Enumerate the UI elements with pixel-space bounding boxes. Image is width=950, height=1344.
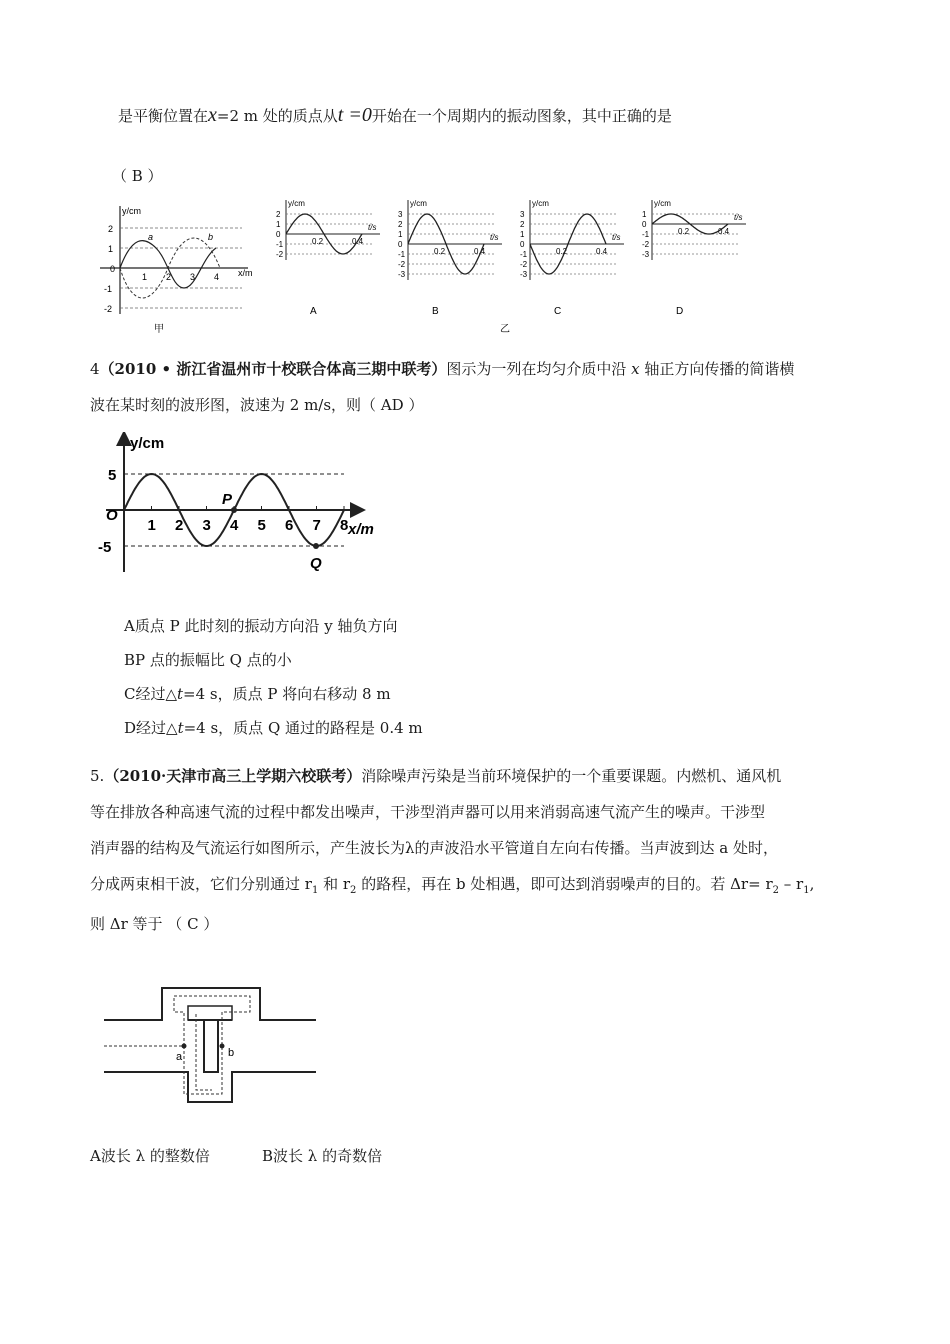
svg-text:Q: Q	[310, 555, 322, 572]
panel-y-tick: -1	[276, 240, 284, 249]
q4-x-tick: 5	[257, 517, 266, 534]
panel-t-tick: 0.4	[718, 227, 730, 236]
q4-x-tick: 7	[312, 517, 321, 534]
q4-x-tick: 2	[175, 517, 184, 534]
svg-text:甲: 甲	[154, 324, 164, 335]
q4-option-a: A质点 P 此时刻的振动方向沿 y 轴负方向	[124, 617, 398, 635]
q4-option-c: C经过△t=4 s，质点 P 将向右移动 8 m	[124, 685, 391, 703]
q5-line4: 分成两束相干波，它们分别通过 $r_1$ 和 $r_2$ 的路程，再在 b 处相遇，即可达到消弱噪声的目的。若 $\Delta r= r_2 - r_1$,	[90, 875, 815, 896]
q5-line5: 则 Δr 等于 （ C ）	[90, 915, 219, 933]
panel-caption-yi: 乙	[500, 324, 510, 335]
panel-t-tick: 0.4	[352, 237, 364, 246]
svg-text:1: 1	[142, 272, 148, 282]
panel-axis-y-label: y/cm	[532, 199, 549, 208]
svg-text:b: b	[208, 232, 214, 242]
q5-line1: 5.（2010·天津市高三上学期六校联考）消除噪声污染是当前环境保护的一个重要课题。内燃机、通风机	[90, 767, 782, 785]
svg-text:y/cm: y/cm	[130, 435, 165, 452]
panel-y-tick: -3	[398, 270, 406, 279]
panel-label: A	[310, 306, 317, 317]
panel-y-tick: 1	[642, 210, 647, 219]
panel-axis-t-label: t/s	[490, 233, 499, 242]
panel-label: C	[554, 306, 562, 317]
q3-answer: （ B ）	[112, 167, 163, 185]
svg-text:0: 0	[110, 264, 116, 274]
q3-stem: 是平衡位置在x=2 m 处的质点从t =0开始在一个周期内的振动图象，其中正确的是	[118, 104, 672, 126]
panel-t-tick: 0.2	[678, 227, 690, 236]
panel-y-tick: 2	[276, 210, 281, 219]
q4-x-tick: 3	[202, 517, 211, 534]
panel-y-tick: 0	[520, 240, 525, 249]
panel-axis-y-label: y/cm	[654, 199, 671, 208]
panel-t-tick: 0.2	[556, 247, 568, 256]
panel-axis-t-label: t/s	[612, 233, 621, 242]
svg-text:y/cm: y/cm	[122, 206, 141, 216]
panel-t-tick: 0.2	[312, 237, 324, 246]
svg-text:2: 2	[166, 272, 172, 282]
q4-x-tick: 4	[230, 517, 239, 534]
panel-y-tick: -1	[520, 250, 528, 259]
panel-y-tick: 0	[398, 240, 403, 249]
q4-option-b: BP 点的振幅比 Q 点的小	[124, 651, 292, 669]
panel-y-tick: 3	[398, 210, 403, 219]
svg-text:-1: -1	[104, 284, 113, 294]
svg-text:2: 2	[108, 224, 114, 234]
panel-y-tick: -2	[398, 260, 406, 269]
panel-y-tick: 0	[276, 230, 281, 239]
svg-text:a: a	[176, 1051, 183, 1063]
panel-y-tick: 2	[520, 220, 525, 229]
svg-text:4: 4	[214, 272, 220, 282]
q5-line3: 消声器的结构及气流运行如图所示，产生波长为λ的声波沿水平管道自左向右传播。当声波到达 a 处时，	[90, 839, 778, 857]
panel-y-tick: -2	[642, 240, 650, 249]
panel-t-tick: 0.2	[434, 247, 446, 256]
panel-y-tick: 2	[398, 220, 403, 229]
q5-line2: 等在排放各种高速气流的过程中都发出噪声，干涉型消声器可以用来消弱高速气流产生的噪声。干涉型	[90, 803, 766, 821]
var-t0: t =0	[337, 104, 372, 126]
q4-line1: 4（2010 • 浙江省温州市十校联合体高三期中联考）图示为一列在均匀介质中沿 x 轴正方向传播的简谐横	[90, 360, 795, 378]
panel-label: D	[676, 306, 684, 317]
svg-text:x/m: x/m	[238, 268, 253, 278]
svg-text:5: 5	[108, 467, 117, 484]
q4-x-tick: 8	[340, 517, 349, 534]
panel-y-tick: -3	[520, 270, 528, 279]
panel-y-tick: 1	[398, 230, 403, 239]
panel-label: B	[432, 306, 439, 317]
svg-text:x/m: x/m	[348, 521, 374, 538]
panel-t-tick: 0.4	[596, 247, 608, 256]
panel-y-tick: -1	[642, 230, 650, 239]
panel-t-tick: 0.4	[474, 247, 486, 256]
svg-text:O: O	[106, 507, 118, 524]
svg-text:1: 1	[108, 244, 114, 254]
q4-x-tick: 6	[285, 517, 294, 534]
panel-y-tick: 0	[642, 220, 647, 229]
svg-text:-5: -5	[98, 539, 112, 556]
panel-y-tick: -2	[520, 260, 528, 269]
panel-axis-t-label: t/s	[734, 213, 743, 222]
q4-x-tick: 1	[147, 517, 156, 534]
q5-option-a: A波长 λ 的整数倍	[90, 1147, 210, 1165]
panel-y-tick: -3	[642, 250, 650, 259]
q4-source: （2010 • 浙江省温州市十校联合体高三期中联考）	[99, 360, 447, 378]
q5-source: （2010·天津市高三上学期六校联考）	[104, 767, 362, 785]
panel-y-tick: -1	[398, 250, 406, 259]
q4-wave-figure	[96, 432, 386, 578]
q3-panels	[262, 194, 752, 336]
svg-text:a: a	[148, 232, 154, 242]
svg-text:-2: -2	[104, 304, 113, 314]
q4-line2: 波在某时刻的波形图，波速为 2 m/s，则（ AD ）	[90, 396, 424, 414]
panel-axis-t-label: t/s	[368, 223, 377, 232]
panel-y-tick: -2	[276, 250, 284, 259]
svg-text:b: b	[228, 1047, 235, 1059]
var-x: x	[208, 104, 217, 126]
panel-y-tick: 3	[520, 210, 525, 219]
svg-text:P: P	[222, 491, 233, 508]
q4-option-d: D经过△t=4 s，质点 Q 通过的路程是 0.4 m	[124, 719, 423, 737]
panel-y-tick: 1	[520, 230, 525, 239]
panel-axis-y-label: y/cm	[410, 199, 427, 208]
q5-muffler-figure	[104, 984, 318, 1108]
panel-axis-y-label: y/cm	[288, 199, 305, 208]
q5-option-b: B波长 λ 的奇数倍	[262, 1147, 383, 1165]
panel-y-tick: 1	[276, 220, 281, 229]
q3-figure-jia	[92, 196, 262, 336]
svg-text:3: 3	[190, 272, 196, 282]
